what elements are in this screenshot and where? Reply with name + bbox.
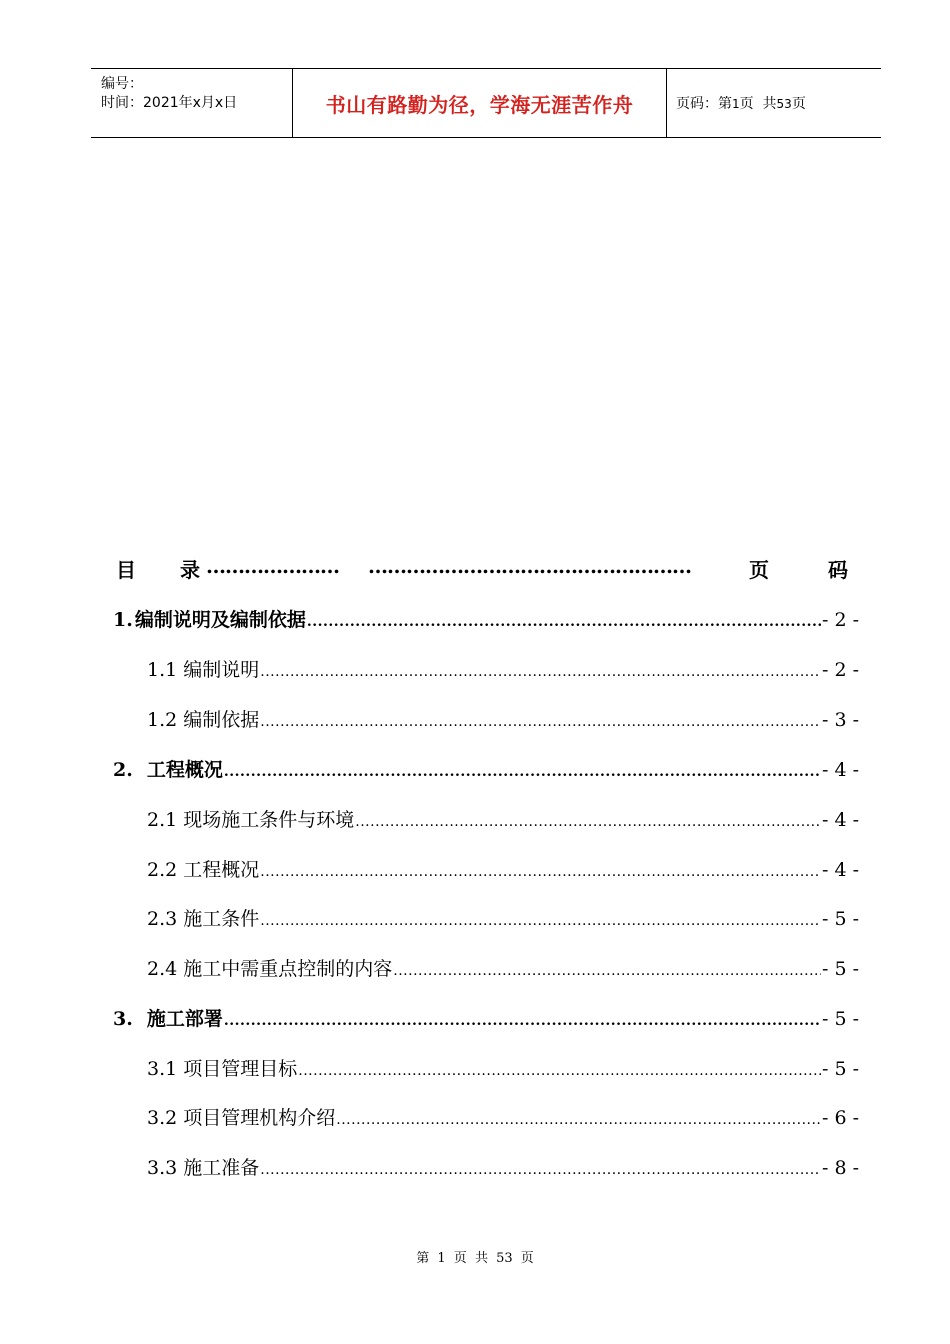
toc-entry-page: - 6 - (821, 1107, 859, 1129)
footer-label: 页 (453, 1251, 467, 1266)
page-footer (0, 1247, 950, 1266)
header-info-cell (91, 69, 293, 137)
toc-title-char-3: 页 (749, 558, 769, 582)
toc-leader-dots (260, 864, 821, 880)
toc-entry-number: 3. (113, 1008, 133, 1030)
toc-entry[interactable] (147, 1153, 859, 1181)
toc-entry-page: - 4 - (821, 759, 859, 781)
header-page-cell (667, 69, 881, 137)
toc-entry-text: 2.1 现场施工条件与环境 (147, 809, 355, 831)
toc-entry-number: 1. (113, 609, 133, 631)
toc-entry-text: 1.2 编制依据 (147, 709, 260, 731)
toc-entry-number: 2. (113, 759, 133, 781)
toc-entry-text: 3.2 项目管理机构介绍 (147, 1107, 336, 1129)
serial-number-label: 编号： (101, 76, 143, 92)
toc-title (116, 554, 852, 584)
toc-entry[interactable] (113, 1004, 859, 1032)
toc-entry-text: 施工部署 (146, 1008, 223, 1030)
toc-entry-text: 编制说明及编制依据 (134, 609, 306, 631)
motto-text: 书山有路勤为径，学海无涯苦作舟 (325, 92, 634, 117)
toc-entry-text: 工程概况 (146, 759, 223, 781)
toc-entry-page: - 5 - (821, 958, 859, 980)
toc-entry-page: - 2 - (821, 659, 859, 681)
toc-leader-dots (224, 1013, 821, 1029)
toc-entry[interactable] (147, 705, 859, 733)
toc-leader-dots (260, 714, 821, 730)
date-text: 时间：2021年x月x日 (101, 95, 238, 111)
toc-entry-page: - 2 - (821, 609, 859, 631)
toc-entry-page: - 5 - (821, 1008, 859, 1030)
footer-label: 共 (474, 1251, 488, 1266)
footer-label: 第 (416, 1251, 430, 1266)
toc-entry-page: - 8 - (821, 1157, 859, 1179)
toc-entry-text: 2.3 施工条件 (147, 908, 260, 930)
toc-entry[interactable] (147, 904, 859, 932)
toc-leader-dots (260, 913, 821, 929)
toc-entry-text: 3.3 施工准备 (147, 1157, 260, 1179)
toc-entry-page: - 4 - (821, 809, 859, 831)
toc-leader-dots (298, 1063, 821, 1079)
footer-current-page: 1 (437, 1251, 446, 1266)
toc-entry-page: - 5 - (821, 908, 859, 930)
header-page-number: 页码：第1页 共53页 (676, 96, 806, 112)
toc-entry-text: 1.1 编制说明 (147, 659, 260, 681)
toc-leader-dots (260, 1162, 821, 1178)
toc-title-leader-1: ………………… (206, 554, 339, 578)
toc-entry[interactable] (147, 1103, 859, 1131)
toc-leader-dots (393, 963, 821, 979)
toc-leader-dots (336, 1112, 821, 1128)
toc-entry-page: - 5 - (821, 1058, 859, 1080)
toc-entry[interactable] (147, 805, 859, 833)
toc-entry-text: 2.2 工程概况 (147, 859, 260, 881)
toc-entry[interactable] (147, 954, 859, 982)
header-motto-cell (293, 69, 667, 137)
toc-entry[interactable] (147, 1054, 859, 1082)
toc-entry-text: 3.1 项目管理目标 (147, 1058, 298, 1080)
footer-total-pages: 53 (496, 1251, 513, 1266)
toc-entry-page: - 3 - (821, 709, 859, 731)
toc-entry[interactable] (113, 605, 859, 633)
toc-leader-dots (355, 814, 821, 830)
toc-title-char-2: 录 (180, 558, 200, 582)
toc-leader-dots (260, 664, 821, 680)
toc-title-char-4: 码 (828, 558, 848, 582)
toc-entry-page: - 4 - (821, 859, 859, 881)
toc-title-char-1: 目 (116, 558, 136, 582)
toc-leader-dots (224, 764, 821, 780)
toc-title-leader-2: …………………………………………… (368, 554, 691, 578)
toc-entry[interactable] (147, 855, 859, 883)
toc-entry[interactable] (113, 755, 859, 783)
page-header (91, 68, 881, 138)
toc-entry-text: 2.4 施工中需重点控制的内容 (147, 958, 393, 980)
footer-label: 页 (520, 1251, 534, 1266)
toc-leader-dots (307, 614, 821, 630)
toc-entry[interactable] (147, 655, 859, 683)
